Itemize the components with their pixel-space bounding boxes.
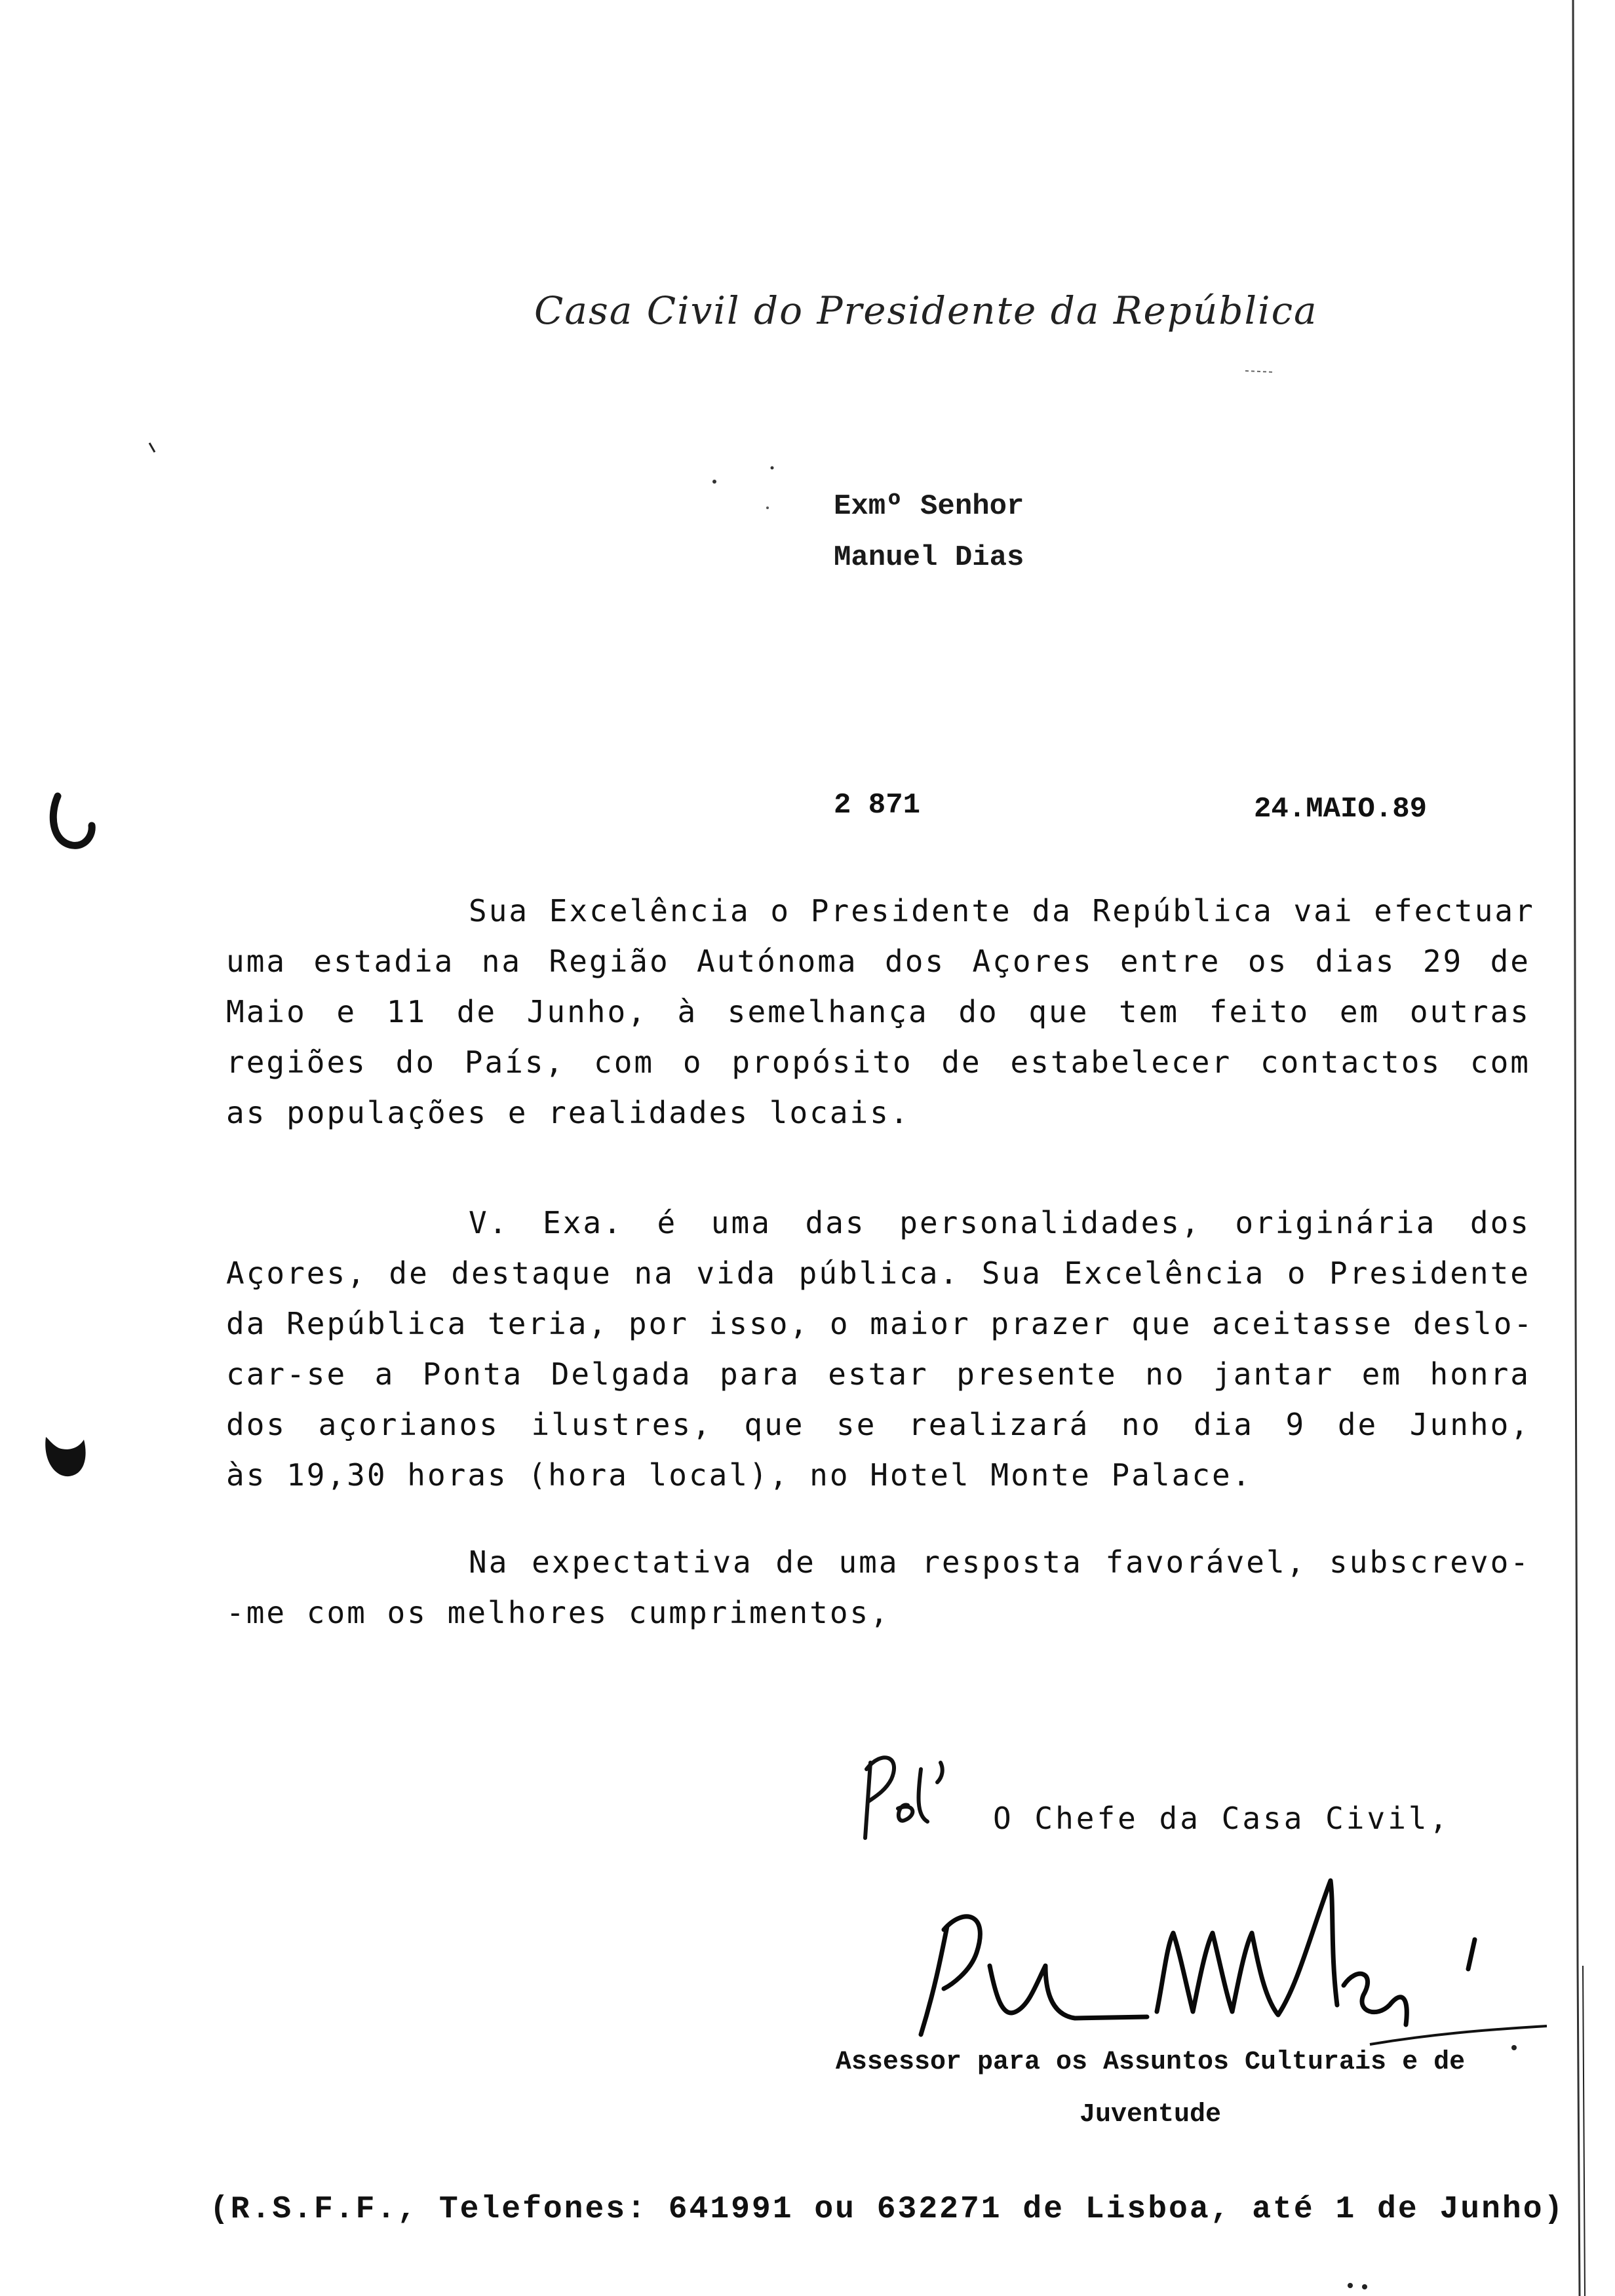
paragraph-line: Maio e 11 de Junho, à semelhança do que tem feito em outras	[226, 994, 1530, 1029]
footer-rsvp-note: (R.S.F.F., Telefones: 641991 ou 632271 de Lisboa, até 1 de Junho)	[210, 2192, 1565, 2227]
paragraph-line: car-se a Ponta Delgada para estar presente no jantar em honra	[226, 1356, 1530, 1392]
handwritten-initial	[852, 1743, 983, 1848]
paragraph-line: as populações e realidades locais.	[226, 1095, 910, 1130]
body-paragraph-3	[226, 1537, 1530, 1638]
handwritten-signature	[905, 1854, 1547, 2051]
signatory-role-line-2: Juventude	[1079, 2100, 1222, 2130]
paragraph-line: Na expectativa de uma resposta favorável, subscrevo-	[469, 1544, 1530, 1580]
paragraph-line: da República teria, por isso, o maior prazer que aceitasse deslo-	[226, 1306, 1534, 1341]
paragraph-line: V. Exa. é uma das personalidades, originária dos	[469, 1205, 1530, 1240]
body-paragraph-1	[226, 886, 1535, 1138]
recipient-salutation: Exmº Senhor	[834, 490, 1024, 523]
paragraph-line: regiões do País, com o propósito de estabelecer contactos com	[226, 1044, 1530, 1080]
paragraph-line: às 19,30 horas (hora local), no Hotel Monte Palace.	[226, 1457, 1253, 1493]
reference-number: 2 871	[834, 789, 921, 822]
paragraph-line: Açores, de destaque na vida pública. Sua Excelência o Presidente	[226, 1255, 1530, 1291]
body-paragraph-2	[226, 1198, 1534, 1501]
paragraph-line: dos açorianos ilustres, que se realizará no dia 9 de Junho,	[226, 1407, 1530, 1442]
letterhead-title: Casa Civil do Presidente da República	[534, 288, 1318, 333]
paragraph-line: uma estadia na Região Autónoma dos Açores entre os dias 29 de	[226, 944, 1530, 979]
signatory-role-line-1: Assessor para os Assuntos Culturais e de	[835, 2048, 1466, 2077]
closing-title: O Chefe da Casa Civil,	[993, 1801, 1450, 1836]
reference-date: 24.MAIO.89	[1254, 793, 1428, 826]
recipient-name: Manuel Dias	[834, 541, 1024, 574]
signatory-role	[806, 2037, 1494, 2141]
paragraph-line: Sua Excelência o Presidente da República vai efectuar	[469, 893, 1535, 928]
paragraph-line: -me com os melhores cumprimentos,	[226, 1595, 890, 1630]
